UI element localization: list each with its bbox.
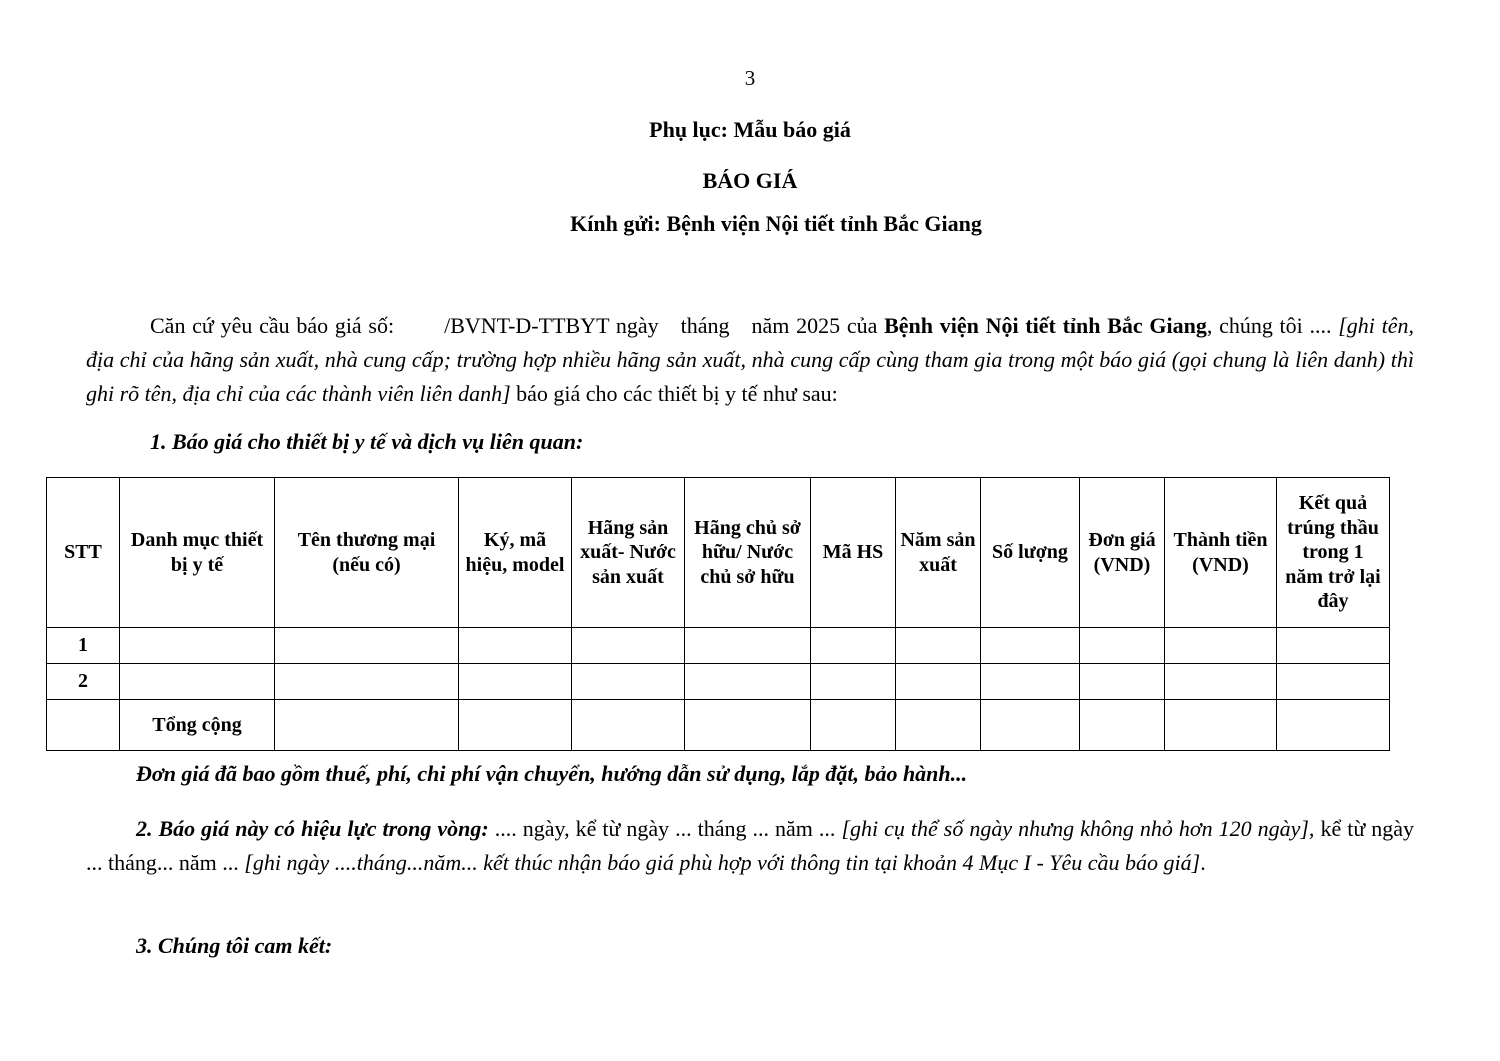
- recipient-line: Kính gửi: Bệnh viện Nội tiết tỉnh Bắc Giang: [570, 211, 982, 236]
- intro-closing: báo giá cho các thiết bị y tế như sau:: [516, 381, 838, 406]
- header-quantity: Số lượng: [981, 478, 1080, 628]
- validity-heading: 2. Báo giá này có hiệu lực trong vòng:: [136, 816, 489, 841]
- header-model: Ký, mã hiệu, model: [459, 478, 572, 628]
- row-stt: 2: [47, 664, 120, 700]
- header-year: Năm sản xuất: [896, 478, 981, 628]
- intro-instruction: [ghi tên, địa chỉ của hãng sản xuất, nhà cung cấp; trường hợp nhiều hãng sản xuất, nhà cung cấp cùng tham gia trong một báo giá (gọi chung là liên danh) thì ghi rõ tên, địa chỉ của các thành viên liên danh]: [86, 313, 1415, 406]
- table-cell: [896, 628, 981, 664]
- table-cell: [275, 628, 459, 664]
- appendix-title: Phụ lục: Mẫu báo giá: [649, 117, 851, 142]
- table-cell: [1277, 700, 1390, 751]
- intro-ref-code: /BVNT-D-TTBYT ngày: [444, 313, 659, 338]
- intro-month-word: tháng: [680, 313, 730, 338]
- intro-paragraph: [86, 309, 1414, 411]
- header-manufacturer: Hãng sản xuất- Nước sản xuất: [572, 478, 685, 628]
- section-3-heading: 3. Chúng tôi cam kết:: [136, 933, 333, 958]
- table-cell: [1165, 700, 1277, 751]
- table-cell: [981, 628, 1080, 664]
- total-row: [47, 700, 1390, 751]
- table-cell: [811, 664, 896, 700]
- header-trade-name: Tên thương mại (nếu có): [275, 478, 459, 628]
- table-cell: [1165, 628, 1277, 664]
- table-cell: [1080, 700, 1165, 751]
- validity-paragraph: [86, 812, 1414, 880]
- validity-instruction-1: [ghi cụ thể số ngày nhưng không nhỏ hơn 120 ngày],: [841, 816, 1315, 841]
- validity-instruction-2: [ghi ngày ....tháng...năm... kết thúc nhận báo giá phù hợp với thông tin tại khoản 4 Mục I - Yêu cầu báo giá]: [244, 850, 1201, 875]
- price-note: Đơn giá đã bao gồm thuế, phí, chi phí vận chuyển, hướng dẫn sử dụng, lắp đặt, bảo hành...: [136, 761, 968, 786]
- table-cell: [572, 628, 685, 664]
- intro-year-text: năm 2025 của: [751, 313, 878, 338]
- intro-lead: Căn cứ yêu cầu báo giá số:: [150, 313, 395, 338]
- page-number: 3: [744, 66, 756, 90]
- table-cell: [275, 700, 459, 751]
- total-label: Tổng cộng: [120, 700, 275, 751]
- document-title: BÁO GIÁ: [702, 168, 798, 193]
- header-owner: Hãng chủ sở hữu/ Nước chủ sở hữu: [685, 478, 811, 628]
- table-cell: [811, 700, 896, 751]
- table-cell: [1277, 628, 1390, 664]
- header-hs-code: Mã HS: [811, 478, 896, 628]
- table-cell: [685, 700, 811, 751]
- table-cell: [981, 664, 1080, 700]
- table-cell: [275, 664, 459, 700]
- table-row: [47, 628, 1390, 664]
- header-amount: Thành tiền (VND): [1165, 478, 1277, 628]
- header-stt: STT: [47, 478, 120, 628]
- table-cell: [896, 664, 981, 700]
- table-cell: [120, 628, 275, 664]
- header-device-category: Danh mục thiết bị y tế: [120, 478, 275, 628]
- table-cell: [981, 700, 1080, 751]
- validity-text-2: kể từ ngày ... tháng... năm ...: [86, 816, 1415, 875]
- table-cell: [1080, 664, 1165, 700]
- section-1-heading: 1. Báo giá cho thiết bị y tế và dịch vụ liên quan:: [150, 429, 584, 454]
- table-cell: [685, 664, 811, 700]
- intro-hospital-name: Bệnh viện Nội tiết tỉnh Bắc Giang: [884, 313, 1207, 338]
- table-cell: [1277, 664, 1390, 700]
- table-cell: [1165, 664, 1277, 700]
- table-cell: [120, 664, 275, 700]
- table-cell: [811, 628, 896, 664]
- header-unit-price: Đơn giá (VND): [1080, 478, 1165, 628]
- table-cell: [572, 700, 685, 751]
- table-cell: [896, 700, 981, 751]
- quote-table: [46, 477, 1390, 751]
- table-row: [47, 664, 1390, 700]
- table-cell: [685, 628, 811, 664]
- table-cell: [572, 664, 685, 700]
- table-cell: [1080, 628, 1165, 664]
- header-award-result: Kết quả trúng thầu trong 1 năm trở lại đây: [1277, 478, 1390, 628]
- table-cell: [47, 700, 120, 751]
- table-cell: [459, 700, 572, 751]
- intro-after-hospital: , chúng tôi ....: [1206, 313, 1332, 338]
- table-cell: [459, 628, 572, 664]
- validity-ending: .: [1200, 850, 1206, 875]
- table-header-row: [47, 478, 1390, 628]
- table-cell: [459, 664, 572, 700]
- row-stt: 1: [47, 628, 120, 664]
- validity-text-1: .... ngày, kể từ ngày ... tháng ... năm ...: [494, 816, 836, 841]
